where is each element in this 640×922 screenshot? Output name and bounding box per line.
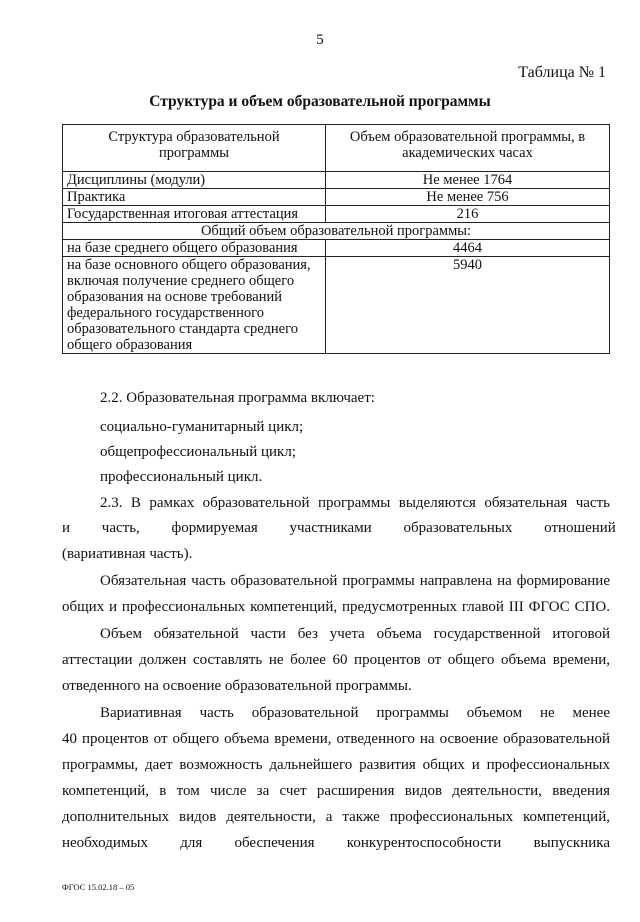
row-value: 216	[326, 206, 610, 223]
row-value: Не менее 1764	[326, 172, 610, 189]
header-structure-line: программы	[159, 145, 229, 161]
paragraph-variable-line: программы, дает возможность дальнейшего развития общих и профессиональных	[62, 757, 610, 773]
row-value: 5940	[326, 257, 610, 354]
row-label-line: образования на основе требований	[67, 289, 283, 305]
paragraph-2-3-line: и часть, формируемая участниками образовательных отношений	[62, 520, 616, 536]
paragraph-variable-line: 40 процентов от общего объема времени, отведенного на освоение образовательной	[62, 731, 610, 747]
paragraph-mandatory-line: Обязательная часть образовательной программы направлена на формирование	[100, 573, 610, 589]
list-item: профессиональный цикл.	[100, 469, 263, 485]
paragraph-2-2: 2.2. Образовательная программа включает:	[100, 390, 375, 406]
total-label: Общий объем образовательной программы:	[63, 223, 610, 240]
table-total-row	[63, 223, 610, 240]
table-row	[63, 172, 610, 189]
list-item: социально-гуманитарный цикл;	[100, 419, 304, 435]
row-label-line: общего образования	[67, 337, 193, 353]
table-row	[63, 206, 610, 223]
table-row	[63, 189, 610, 206]
row-label-line: на базе среднего общего образования	[67, 240, 298, 256]
row-label-line: федерального государственного	[67, 305, 265, 321]
page-number: 5	[316, 32, 324, 48]
header-volume-line: академических часах	[402, 145, 533, 161]
row-label-line: включая получение среднего общего	[67, 273, 295, 289]
list-item: общепрофессиональный цикл;	[100, 444, 296, 460]
row-label-line: образовательного стандарта среднего	[67, 321, 298, 337]
row-label: Практика	[63, 189, 326, 206]
row-label-line: на базе основного общего образования,	[67, 257, 311, 273]
paragraph-variable-line: дополнительных видов деятельности, а также профессиональных компетенций,	[62, 809, 610, 825]
row-label	[63, 240, 326, 257]
table-label: Таблица № 1	[518, 64, 606, 81]
header-volume-cell	[326, 125, 610, 172]
table-title: Структура и объем образовательной программы	[149, 93, 491, 110]
row-label: Государственная итоговая аттестация	[63, 206, 326, 223]
paragraph-volume-line: аттестации должен составлять не более 60 процентов от общего объема времени,	[62, 652, 610, 668]
header-structure-cell	[63, 125, 326, 172]
row-value: 4464	[326, 240, 610, 257]
paragraph-variable-line: необходимых для обеспечения конкурентоспособности выпускника	[62, 835, 610, 851]
header-structure-line: Структура образовательной	[108, 129, 280, 145]
program-structure-table	[62, 124, 610, 354]
row-value: Не менее 756	[326, 189, 610, 206]
table-row	[63, 240, 610, 257]
footer-code: ФГОС 15.02.18 – 05	[62, 882, 135, 892]
paragraph-volume-line: отведенного на освоение образовательной программы.	[62, 678, 412, 694]
table-header-row	[63, 125, 610, 172]
paragraph-volume-line: Объем обязательной части без учета объема государственной итоговой	[100, 626, 610, 642]
header-volume-line: Объем образовательной программы, в	[349, 129, 586, 145]
paragraph-variable-line: компетенций, в том числе за счет расширения видов деятельности, введения	[62, 783, 610, 799]
paragraph-mandatory-line: общих и профессиональных компетенций, предусмотренных главой III ФГОС СПО.	[62, 599, 610, 615]
table-row	[63, 257, 610, 354]
paragraph-2-3-line: 2.3. В рамках образовательной программы выделяются обязательная часть	[100, 495, 610, 511]
row-label	[63, 257, 326, 354]
paragraph-2-3-line: (вариативная часть).	[62, 546, 193, 562]
paragraph-variable-line: Вариативная часть образовательной программы объемом не менее	[100, 705, 610, 721]
row-label: Дисциплины (модули)	[63, 172, 326, 189]
